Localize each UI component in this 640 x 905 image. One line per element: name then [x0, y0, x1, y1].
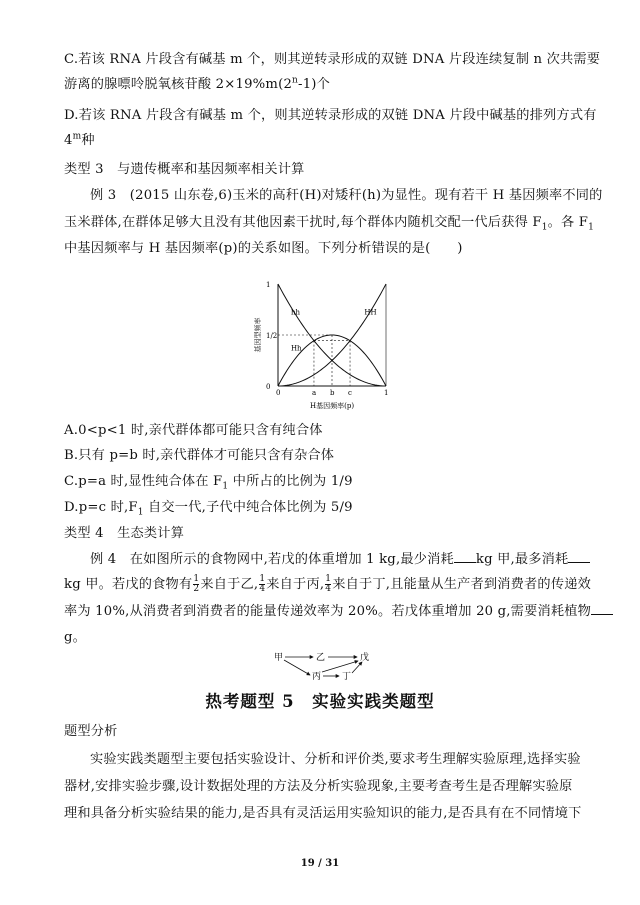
x-tick-4: 1: [384, 389, 389, 397]
node-ding: 丁: [342, 672, 352, 682]
y-tick-2: 1: [266, 281, 271, 289]
x-tick-1: a: [311, 389, 317, 397]
type3-heading: 类型 3 与遗传概率和基因频率相关计算: [64, 162, 305, 177]
page-number: 19 / 31: [300, 858, 340, 869]
option-c-line1: C.若该 RNA 片段含有碱基 m 个，则其逆转录形成的双链 DNA 片段连续复制 n 次共需要: [64, 52, 601, 67]
example3-line3: 中基因频率与 H 基因频率(p)的关系如图。下列分析错误的是( ): [64, 241, 463, 256]
option-d-line2: 4$^m$种: [64, 131, 95, 148]
y-axis-label: 基因型频率: [254, 317, 262, 353]
paragraph-line1: 实验实践类题型主要包括实验设计、分析和评价类,要求考生理解实验原理,选择实验: [90, 752, 581, 767]
option-d-line1: D.若该 RNA 片段含有碱基 m 个，则其逆转录形成的双链 DNA 片段中碱基的排列方式有: [64, 108, 597, 123]
arrow-ding-wu: [352, 662, 362, 673]
example4-line3: 率为 10%,从消费者到消费者的能量传递效率为 20%。若戊体重增加 20 g,需要消耗植物: [64, 600, 613, 619]
node-bing: 丙: [312, 672, 322, 682]
x-tick-0: 0: [276, 389, 281, 397]
x-axis-label: H基因频率(p): [310, 402, 355, 410]
paragraph-line3: 理和具备分析实验结果的能力,是否具有灵活运用实验知识的能力,是否具有在不同情境下: [64, 806, 582, 821]
example3-line2: 玉米群体,在群体足够大且没有其他因素干扰时,每个群体内随机交配一代后获得 $F_1$。各 $F_1$: [64, 215, 595, 233]
y-tick-0: 0: [266, 383, 271, 391]
node-jia: 甲: [274, 653, 284, 663]
section-heading: 热考题型 5 实验实践类题型: [205, 692, 435, 711]
answer-blank-2[interactable]: [568, 550, 590, 563]
example4-line1: 例 4 在如图所示的食物网中,若戊的体重增加 1 kg,最少消耗 kg 甲,最多消耗: [90, 548, 590, 567]
example4-line2: kg 甲。若戊的食物有 $\frac{1}{2}$ 来自于乙, $\frac{1}{4}$ 来自于丙, $\frac{1}{4}$ 来自于丁,且能量从生产者到消费者的传递效: [64, 574, 591, 594]
node-wu: 戊: [360, 653, 370, 663]
paragraph-line2: 器材,安排实验步骤,设计数据处理的方法及分析实验现象,主要考查考生是否理解实验原: [64, 779, 573, 794]
type4-heading: 类型 4 生态类计算: [64, 526, 185, 541]
fraction-half: $\frac{1}{2}$: [193, 574, 200, 594]
option-c-line2: 游离的腺嘌呤脱氧核苷酸 $2\times 19\%m(2^n-1)$个: [64, 75, 331, 92]
x-tick-3: c: [348, 389, 352, 397]
option-a: A.0<p<1 时,亲代群体都可能只含有纯合体: [64, 423, 323, 438]
answer-blank-1[interactable]: [454, 550, 476, 563]
arrow-bing-wu: [322, 661, 358, 672]
fraction-quarter-1: $\frac{1}{4}$: [259, 574, 266, 594]
analysis-label: 题型分析: [64, 724, 118, 739]
series-hh-label: hh: [290, 308, 300, 317]
arrow-jia-bing: [284, 660, 310, 675]
node-yi: 乙: [316, 653, 326, 663]
series-Hh-label: Hh: [290, 344, 302, 353]
option-d: D.p=c 时$,F_1$ 自交一代,子代中纯合体比例为 5/9: [64, 500, 353, 518]
option-c: C.p=a 时,显性纯合体在 $F_1$ 中所占的比例为 1/9: [64, 474, 353, 492]
option-b: B.只有 p=b 时,亲代群体才可能只含有杂合体: [64, 448, 335, 463]
fraction-quarter-2: $\frac{1}{4}$: [325, 574, 332, 594]
food-web-diagram: [272, 646, 382, 686]
series-HH-label: HH: [364, 308, 377, 317]
y-tick-1: 1/2: [266, 332, 278, 340]
answer-blank-3[interactable]: [591, 602, 613, 615]
example3-line1: 例 3 (2015 山东卷,6)玉米的高秆(H)对矮秆(h)为显性。现有若干 H 基因频率不同的: [90, 188, 603, 203]
x-tick-2: b: [330, 389, 335, 397]
genotype-frequency-chart: [248, 276, 398, 412]
example4-line4: g。: [64, 630, 87, 645]
